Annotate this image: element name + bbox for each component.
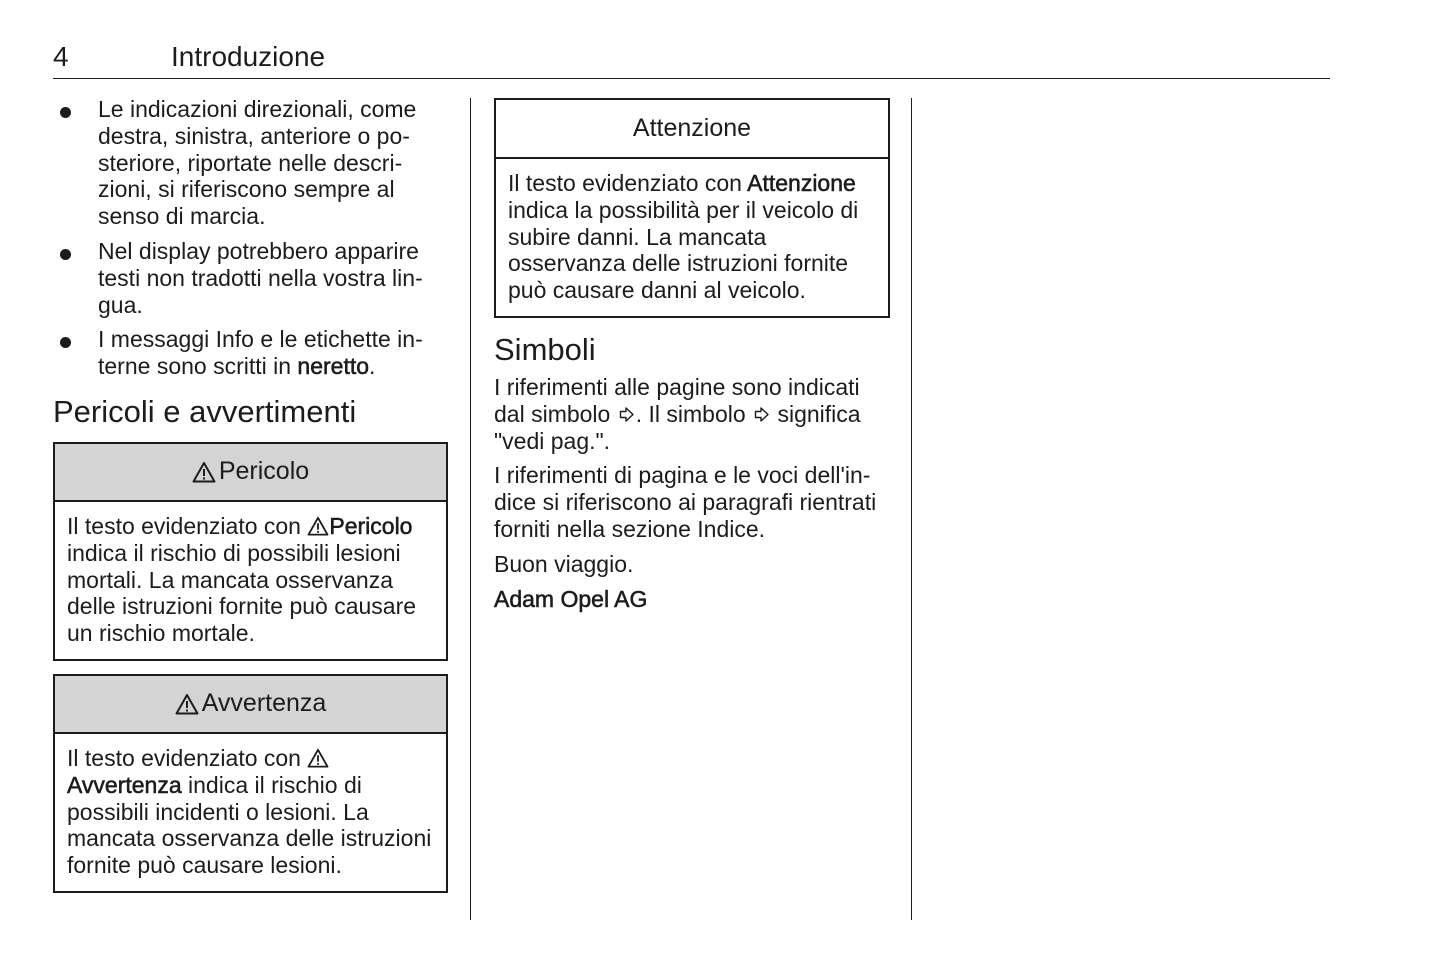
bullet-icon <box>60 337 71 348</box>
avvertenza-box-header <box>55 676 446 734</box>
warning-triangle-icon <box>175 693 199 715</box>
pericolo-box-header <box>55 444 446 502</box>
bullet-text-bold: neretto <box>297 353 370 380</box>
avvertenza-body-before: Il testo evidenziato con <box>67 744 308 771</box>
pericolo-body-before: Il testo evidenziato con <box>67 512 308 539</box>
attenzione-body-bold: Attenzione <box>747 170 856 196</box>
attenzione-box-body <box>496 159 888 316</box>
bullet-icon <box>60 249 71 260</box>
bullet-icon <box>60 107 71 118</box>
section-title-simboli: Simboli <box>494 331 596 367</box>
avvertenza-box <box>53 674 448 893</box>
page-number: 4 <box>53 41 69 72</box>
chapter-title: Introduzione <box>171 41 326 72</box>
pericolo-box-body <box>55 502 446 659</box>
attenzione-box-header <box>496 100 888 159</box>
simboli-paragraph-2: I riferimenti di pagina e le voci dell'indice si riferiscono ai paragrafi rientrati forniti nella sezione Indice. <box>494 462 877 542</box>
attenzione-box-title: Attenzione <box>632 114 752 142</box>
column-divider-2 <box>911 98 912 920</box>
attenzione-box <box>494 98 890 318</box>
column-left <box>53 96 448 906</box>
page-reference-arrow-icon <box>753 406 770 423</box>
bullet-text-after: . <box>369 353 376 380</box>
pericolo-box <box>53 442 448 661</box>
signature: Adam Opel AG <box>494 585 648 612</box>
page-header <box>53 38 1330 79</box>
warning-triangle-icon <box>307 516 329 536</box>
list-item <box>53 326 448 380</box>
column-divider-1 <box>470 98 471 920</box>
bullet-text-before: I messaggi Info e le etichette interne sono scritti in <box>98 326 423 380</box>
simboli-para1-c: significa "vedi pag.". <box>494 400 861 454</box>
list-item <box>53 238 448 318</box>
page-reference-arrow-icon <box>618 406 635 423</box>
simboli-para1-b: . Il simbolo <box>635 400 753 427</box>
section-title-pericoli: Pericoli e avvertimenti <box>53 393 357 429</box>
pericolo-body-bold: Pericolo <box>329 512 413 539</box>
column-middle <box>494 98 890 620</box>
bullet-text: Nel display potrebbero apparire testi non tradotti nella vostra lingua. <box>98 237 423 318</box>
list-item <box>53 96 448 230</box>
attenzione-body-after: indica la possibilità per il veicolo di subire danni. La mancata osservanza delle istruzioni fornite può causare danni al veicolo. <box>508 196 859 304</box>
bullet-list <box>53 96 448 380</box>
pericolo-body-after: indica il rischio di possibili lesioni mortali. La mancata osservanza delle istruzioni fornite può causare un rischio mortale. <box>67 539 417 647</box>
avvertenza-body-after: indica il rischio di possibili incidenti o lesioni. La mancata osservanza delle istruzioni fornite può causare lesioni. <box>67 771 432 879</box>
bullet-text: Le indicazioni direzionali, come destra, sinistra, anteriore o posteriore, riportate nelle descrizioni, si riferiscono sempre al senso di marcia. <box>98 96 417 230</box>
pericolo-box-title: Pericolo <box>218 457 310 486</box>
warning-triangle-icon <box>192 461 216 483</box>
simboli-paragraph-1 <box>494 374 890 454</box>
attenzione-body-before: Il testo evidenziato con <box>508 170 748 196</box>
closing-greeting: Buon viaggio. <box>494 550 634 577</box>
avvertenza-box-title: Avvertenza <box>201 689 327 718</box>
bullet-text <box>98 326 448 380</box>
avvertenza-body-bold: Avvertenza <box>67 771 182 798</box>
simboli-para1-a: I riferimenti alle pagine sono indicati dal simbolo <box>494 373 860 427</box>
avvertenza-box-body <box>55 734 446 891</box>
warning-triangle-icon <box>307 748 329 768</box>
